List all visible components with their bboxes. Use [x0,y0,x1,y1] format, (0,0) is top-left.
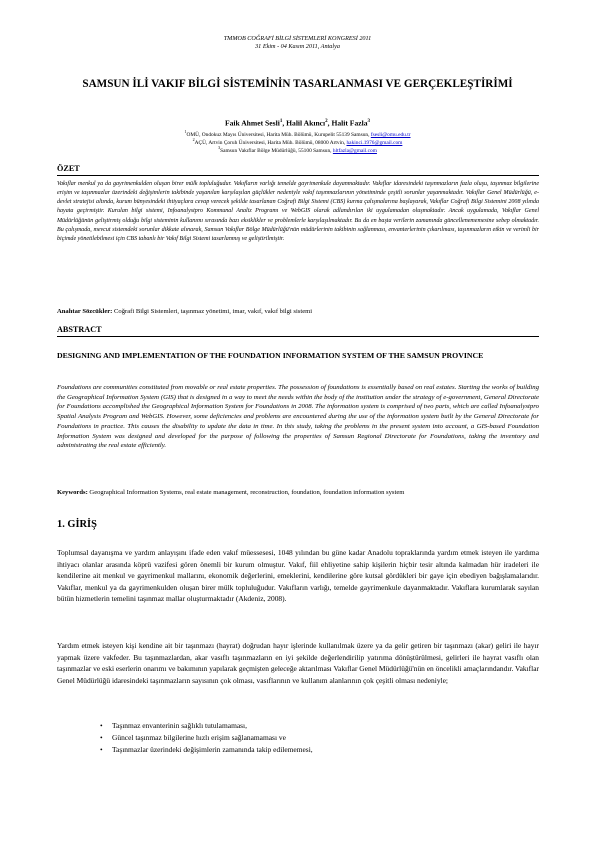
author-3-sup: 3 [367,119,371,124]
conference-dates: 31 Ekim - 04 Kasım 2011, Antalya [255,43,340,50]
bullet-icon: • [100,745,103,754]
section-1-heading: 1. GİRİŞ [57,519,97,530]
english-title: DESIGNING AND IMPLEMENTATION OF THE FOUNDATION INFORMATION SYSTEM OF THE SAMSUN PROVINCE [57,351,484,360]
list-item [100,732,530,744]
keywords-tr [57,308,312,315]
keywords-en [57,489,404,496]
list-item [100,744,530,756]
affiliation-1-sup: 1 [184,129,187,134]
author-1: Faik Ahmet Sesli [224,118,280,128]
abstract-rule [57,336,539,337]
ozet-text: Vakıflar menkul ya da gayrimenkulden oluşan birer mülk topluluğudur. Vakıfların varlığı temelde gayrimenkule dayanmaktadır. Vakıflar idaresindeki taşınmazların fazla oluşu, taşınmaz bilgilerine erişim ve taşınmazlar üzerindeki değişimlerin takibinde yaşanılan karşılaşılan güçlükler nedeniyle vakıf taşınmazlarının yönetiminde çeşitli sorunlar yaşanmaktadır. Vakıflar Genel Müdürlüğü, e-devlet stratejisi altında, kurum bünyesindeki ihtiyaçlara cevap verecek şekilde tasarlanan Coğrafi Bilgi Sistemi (CBS) kurma çalışmalarına başlayarak, Vakıflar Coğrafi Bilgi Sistemini 2008 yılında hayata geçirmiştir. Kurulan bilgi sistemi, Infoanalystpro Kommunal Analiz Programı ve WebGIS olarak adlandırılan iki uygulamadan oluşmaktadır. Ancak uygulamada, Vakıflar Genel Müdürlüğünün geliştirmiş olduğu bilgi sisteminin kullanımı sırasında bazı eksiklikler ve problemlerle karşılaşılmaktadır. Bu da en başta verilerin zamanında güncellenememesine sebep olmaktadır. Bu çalışmada, mevcut sistemdeki sorunlar dikkate alınarak, Samsun Vakıflar Bölge Müdürlüğü'nün müdürlerinin takibinin sağlanması, envanterlerinin çıkarılması, taşınmazların etkin ve verimli bir biçimde yönetilebilmesi için CBS tabanlı bir Vakıf Bilgi Sistemi tasarlanmış ve geliştirilmiştir. [57,181,539,242]
author-1-sup: 1 [279,119,283,124]
section-1-paragraph-2: Yardım etmek isteyen kişi kendine ait bir taşınmazı (hayrat) doğrudan hayır işlerinde kullanılmak üzere ya da gelir getiren bir taşınmazı (akar) geliri ile hayır yapmak üzere vakfeder. Bu taşınmazlardan, akar vasıflı taşınmazların en iyi şekilde değerlendirilip yatırıma dönüştürülmesi, gelirleri ile hayrat vasıflı olan taşınmazlar ve eski eserlerin onarımı ve bakımının yapılarak geçmişten geleceğe aktarılması Vakıflar Genel Müdürlüğü'nün en öncelikli amaçlarındandır. Vakıflar Genel Müdürlüğü idaresindeki taşınmazların sayısının çok olması, vasıflarının ve kullanım alanlarının çok çeşitli olması nedeniyle; [57,641,539,685]
abstract-heading: ABSTRACT [57,325,102,334]
list-item [100,720,530,732]
keywords-en-text: Geographical Information Systems, real estate management, reconstruction, foundation, foundation information system [87,489,405,496]
paper-title: SAMSUN İLİ VAKIF BİLGİ SİSTEMİNİN TASARLANMASI VE GERÇEKLEŞTİRİMİ [82,78,513,90]
affiliation-2-text: AÇÜ, Artvin Çoruh Üniversitesi, Harita Müh. Bölümü, 08000 Artvin, [194,139,347,146]
keywords-tr-text: Coğrafi Bilgi Sistemleri, taşınmaz yönetimi, imar, vakıf, vakıf bilgi sistemi [112,308,313,315]
affiliation-1-email[interactable]: fsesli@omu.edu.tr [370,131,411,138]
list-item-text: Taşınmazlar üzerindeki değişimlerin zamanında takip edilememesi, [112,745,313,754]
conference-header [0,35,595,51]
affiliation-3-sup: 3 [218,145,221,150]
conference-name: TMMOB COĞRAFİ BİLGİ SİSTEMLERİ KONGRESİ 2011 [223,35,372,42]
author-2-sup: 2 [325,119,328,124]
keywords-tr-label: Anahtar Sözcükler: [57,308,113,315]
affiliation-2-sup: 2 [192,137,195,142]
affiliation-2-email[interactable]: hakinci.1976@gmail.com [346,139,403,146]
abstract-text: Foundations are communities constituted from movable or real estate properties. The possession of foundations is essentially based on real estates. Starting the works of building the Geographical Information System (GIS) that is designed in a way to meet the needs within the body of the institution under the strategy of e-government, General Directorate for Foundations accomplished the Geographical Information System for Foundations in 2008. The information system is comprised of two parts, which are called Infoanalystpro Spatial Analysis Program and WebGIS. However, some deficiencies and problems are encountered during the use of the information system built by the General Directorate for Foundations in practice. This causes the disability to update the data in time. In this study, taking the problems in the present system into account, a GIS-based Foundation Information System was designed and developed for the purpose of following the properties of Samsun Regional Directorate for Foundations, taking the inventory and administrating the real estate efficiently. [57,384,539,450]
ozet-heading: ÖZET [57,164,80,173]
list-item-text: Taşınmaz envanterinin sağlıklı tutulamaması, [112,721,247,730]
list-item-text: Güncel taşınmaz bilgilerine hızlı erişim sağlanamaması ve [112,733,286,742]
author-2: Halil Akıncı [286,118,326,128]
section-1-bullet-list [100,720,530,756]
affiliation-3-text: Samsun Vakıflar Bölge Müdürlüğü, 55100 Samsun, [220,147,333,154]
keywords-en-label: Keywords: [57,489,88,496]
affiliation-3 [0,144,595,155]
affiliation-1-text: OMÜ, Ondokuz Mayıs Üniversitesi, Harita Müh. Bölümü, Kurupelit 55139 Samsun, [186,131,371,138]
author-line: Faik Ahmet Sesli$^1$, Halil Akıncı$^2$, Halit Fazla$^3$ [224,118,371,128]
author-3: Halit Fazla [331,118,368,128]
bullet-icon: • [100,721,103,730]
ozet-rule [57,175,539,176]
affiliation-3-email[interactable]: hltfazla@gmail.com [332,147,377,154]
bullet-icon: • [100,733,103,742]
section-1-paragraph-1: Toplumsal dayanışma ve yardım anlayışını ifade eden vakıf müessesesi, 1048 yılından bu güne kadar Anadolu topraklarında yardım etmek isteyen ile yardıma ihtiyacı olanlar arasında köprü vazifesi gören önemli bir kurum olmuştur. Vakıf, fiil ehliyetine sahip kişilerin hiçbir tesir altında kalmadan hür iradeleri ile kendilerine ait menkul ve gayrimenkul mallarını, ekonomik değerlerini, emeklerini, kendilerine göre kutsal gördükleri bir gaye için ebediyen bağışlamalarıdır. Vakıflar, menkul ya da gayrimenkulden oluşan birer mülk topluluğudur. Vakıfların varlığı, temelde gayrimenkule dayanmaktadır. Vakıflara kurumlarak sayılan bütün hizmetlerin temelini taşınmaz mallar oluşturmaktadır (Akdeniz, 2008). [57,548,539,604]
